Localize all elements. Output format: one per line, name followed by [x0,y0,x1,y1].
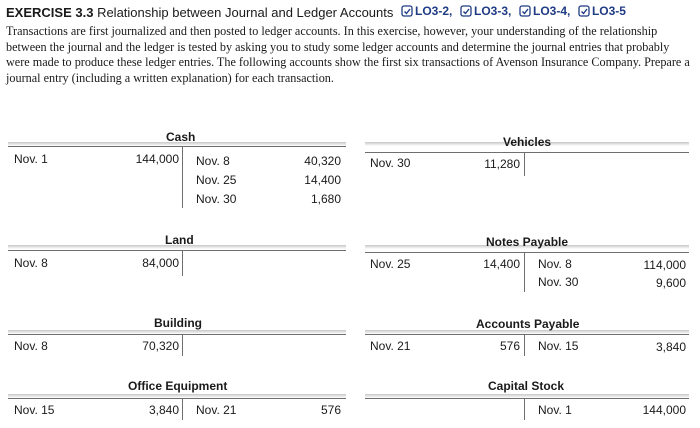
office-equipment-debit-amount: 3,840 [148,403,179,417]
vehicles-account-title: Vehicles [503,135,552,149]
accounts-payable-credit-date: Nov. 15 [538,339,579,353]
accounts-payable-t-top [365,334,689,335]
building-account-title: Building [154,316,202,330]
notes-payable-credit-amount: 114,000 [643,258,686,272]
lo-link-4[interactable]: LO3-5 [578,4,626,18]
notes-payable-t-divider [524,252,525,292]
cash-credit-amount: 1,680 [310,192,341,206]
notes-payable-credit-date: Nov. 8 [538,257,572,271]
accounts-payable-debit-amount: 576 [499,339,520,353]
building-debit-amount: 70,320 [142,339,179,353]
office-equipment-credit-amount: 576 [320,403,341,417]
notes-payable-row-date: Nov. 25 [370,257,411,271]
office-equipment-t-divider [182,398,183,420]
vehicles-t-top [365,152,689,153]
cash-credit-date: Nov. 8 [196,154,230,168]
learning-objective-icon [578,5,590,17]
accounts-payable-row-date: Nov. 21 [370,339,411,353]
accounts-payable-t-divider [524,334,525,356]
accounts-payable-account-title: Accounts Payable [476,317,580,331]
exercise-number: EXERCISE 3.3 [6,5,94,20]
cash-debit-amount: 144,000 [135,152,179,166]
building-row-date: Nov. 8 [14,339,48,353]
accounts-payable-credit-amount: 3,840 [655,340,686,354]
building-t-top [8,334,346,335]
notes-payable-credit-date: Nov. 30 [538,275,579,289]
land-debit-amount: 84,000 [142,256,179,270]
building-t-divider [182,334,183,356]
land-t-divider [182,250,183,276]
exercise-header [6,4,626,20]
cash-credit-amount: 14,400 [304,173,341,187]
notes-payable-debit-amount: 14,400 [483,257,520,271]
cash-account-title: Cash [166,130,196,144]
cash-t-divider [182,146,183,208]
office-equipment-t-top [8,398,346,399]
cash-credit-date: Nov. 25 [196,173,237,187]
capital-stock-account-title: Capital Stock [488,379,565,393]
learning-objective-icon [401,5,413,17]
learning-objective-icon [460,5,472,17]
capital-stock-t-top [365,398,689,399]
vehicles-t-divider [524,152,525,176]
cash-row-date: Nov. 1 [14,152,48,166]
notes-payable-account-title: Notes Payable [486,235,569,249]
notes-payable-credit-amount: 9,600 [655,276,686,290]
land-row-date: Nov. 8 [14,256,48,270]
learning-objective-icon [519,5,531,17]
lo-link-3[interactable]: LO3-4 , [519,4,570,18]
land-account-title: Land [165,233,194,247]
notes-payable-t-top [365,252,689,253]
capital-stock-credit-amount: 144,000 [642,403,686,417]
land-t-top [8,250,346,251]
office-equipment-account-title: Office Equipment [128,379,228,393]
vehicles-debit-amount: 11,280 [484,157,520,171]
exercise-title: Relationship between Journal and Ledger Accounts [97,5,394,20]
office-equipment-credit-date: Nov. 21 [196,403,237,417]
exercise-instructions: Transactions are first journalized and then posted to ledger accounts. In this exercise, however, your understanding of the relationship between the journal and the ledger is tested by asking you to study some ledger accounts and determine the journal entries that probably were made to produce these ledger entries. The following accounts show the first six transactions of Avenson Insurance Company. Prepare a journal entry (including a written explanation) for each transaction. [6,24,690,85]
cash-credit-amount: 40,320 [304,154,341,168]
office-equipment-row-date: Nov. 15 [14,403,55,417]
cash-t-top [8,146,346,147]
capital-stock-t-divider [524,398,525,420]
vehicles-row-date: Nov. 30 [370,156,411,170]
cash-credit-date: Nov. 30 [196,192,237,206]
lo-link-2[interactable]: LO3-3 , [460,4,511,18]
capital-stock-credit-date: Nov. 1 [538,403,572,417]
lo-link-1[interactable]: LO3-2 , [401,4,452,18]
